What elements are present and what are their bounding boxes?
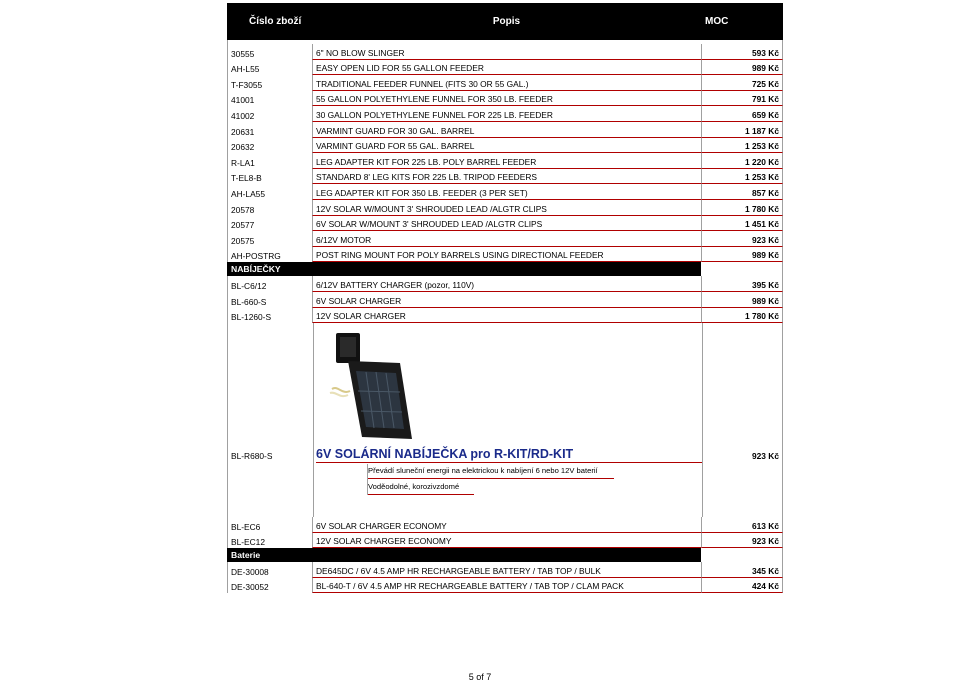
table-row (227, 44, 783, 60)
featured-product (227, 323, 783, 499)
row-price: 1 187 Kč (701, 122, 783, 138)
row-price: 345 Kč (701, 562, 783, 578)
row-desc: EASY OPEN LID FOR 55 GALLON FEEDER (312, 60, 701, 76)
table-row (227, 184, 783, 200)
row-price: 923 Kč (701, 533, 783, 549)
row-desc: 6" NO BLOW SLINGER (312, 44, 701, 60)
section-chargers-label: NABÍJEČKY (227, 262, 701, 276)
table-row (227, 578, 783, 594)
row-code: T-EL8-B (227, 169, 312, 185)
rows-top (227, 44, 783, 262)
row-price: 725 Kč (701, 75, 783, 91)
row-code: 30555 (227, 44, 312, 60)
table-row (227, 122, 783, 138)
row-price: 1 780 Kč (701, 200, 783, 216)
row-desc: LEG ADAPTER KIT FOR 225 LB. POLY BARREL FEEDER (312, 153, 701, 169)
row-desc: 12V SOLAR CHARGER ECONOMY (312, 533, 701, 549)
row-code: R-LA1 (227, 153, 312, 169)
row-code: 20578 (227, 200, 312, 216)
section-chargers (227, 262, 783, 276)
header-description: Popis (492, 16, 521, 27)
row-price: 989 Kč (701, 60, 783, 76)
featured-spacer (227, 499, 783, 517)
table-row (227, 517, 783, 533)
row-desc: STANDARD 8' LEG KITS FOR 225 LB. TRIPOD FEEDERS (312, 169, 701, 185)
row-price: 1 253 Kč (701, 169, 783, 185)
row-desc: VARMINT GUARD FOR 55 GAL. BARREL (312, 138, 701, 154)
page-number: 5 of 7 (468, 672, 492, 682)
rows-batteries (227, 562, 783, 593)
row-desc: BL-640-T / 6V 4.5 AMP HR RECHARGEABLE BATTERY / TAB TOP / CLAM PACK (312, 578, 701, 594)
row-desc: 6/12V BATTERY CHARGER (pozor, 110V) (312, 276, 701, 292)
row-desc: 30 GALLON POLYETHYLENE FUNNEL FOR 225 LB. FEEDER (312, 106, 701, 122)
row-desc: 6V SOLAR CHARGER ECONOMY (312, 517, 701, 533)
table-row (227, 292, 783, 308)
row-price: 395 Kč (701, 276, 783, 292)
row-desc: TRADITIONAL FEEDER FUNNEL (FITS 30 OR 55 GAL.) (312, 75, 701, 91)
row-code: BL-1260-S (227, 308, 312, 324)
featured-note-1: Převádí sluneční energii na elektrickou k nabíjení 6 nebo 12V baterií (368, 466, 598, 476)
table-row (227, 247, 783, 263)
table-row (227, 106, 783, 122)
section-batteries-label: Baterie (227, 548, 701, 562)
row-desc: DE645DC / 6V 4.5 AMP HR RECHARGEABLE BATTERY / TAB TOP / BULK (312, 562, 701, 578)
row-code: 20577 (227, 216, 312, 232)
row-price: 613 Kč (701, 517, 783, 533)
row-price: 857 Kč (701, 184, 783, 200)
header-code: Číslo zboží (249, 16, 302, 27)
row-desc: POST RING MOUNT FOR POLY BARRELS USING DIRECTIONAL FEEDER (312, 247, 701, 263)
row-code: 20632 (227, 138, 312, 154)
row-desc: LEG ADAPTER KIT FOR 350 LB. FEEDER (3 PER SET) (312, 184, 701, 200)
section-batteries (227, 548, 783, 562)
row-desc: 55 GALLON POLYETHYLENE FUNNEL FOR 350 LB. FEEDER (312, 91, 701, 107)
table-header (227, 3, 783, 40)
row-desc: 12V SOLAR CHARGER (312, 308, 701, 324)
row-code: AH-POSTRG (227, 247, 312, 263)
row-price: 923 Kč (701, 231, 783, 247)
row-desc: VARMINT GUARD FOR 30 GAL. BARREL (312, 122, 701, 138)
table-row (227, 75, 783, 91)
table-row (227, 138, 783, 154)
row-code: 20575 (227, 231, 312, 247)
row-desc: 6V SOLAR W/MOUNT 3' SHROUDED LEAD /ALGTR CLIPS (312, 216, 701, 232)
row-price: 1 253 Kč (701, 138, 783, 154)
row-code: 41001 (227, 91, 312, 107)
row-price: 424 Kč (701, 578, 783, 594)
table-row (227, 200, 783, 216)
featured-code: BL-R680-S (231, 451, 273, 462)
table-row (227, 231, 783, 247)
row-price: 593 Kč (701, 44, 783, 60)
row-price: 1 451 Kč (701, 216, 783, 232)
table-row (227, 169, 783, 185)
featured-title: 6V SOLÁRNÍ NABÍJEČKA pro R-KIT/RD-KIT (316, 447, 574, 462)
row-price: 791 Kč (701, 91, 783, 107)
price-list-sheet (227, 0, 783, 593)
table-row (227, 60, 783, 76)
row-price: 989 Kč (701, 292, 783, 308)
row-desc: 6/12V MOTOR (312, 231, 701, 247)
header-price: MOC (705, 16, 729, 27)
table-row (227, 153, 783, 169)
row-price: 1 220 Kč (701, 153, 783, 169)
row-code: DE-30008 (227, 562, 312, 578)
row-code: 20631 (227, 122, 312, 138)
table-row (227, 562, 783, 578)
row-price: 659 Kč (701, 106, 783, 122)
table-row (227, 216, 783, 232)
featured-note-2: Voděodolné, korozivzdomé (368, 482, 460, 492)
row-code: T-F3055 (227, 75, 312, 91)
row-desc: 12V SOLAR W/MOUNT 3' SHROUDED LEAD /ALGTR CLIPS (312, 200, 701, 216)
table-row (227, 308, 783, 324)
featured-price: 923 Kč (751, 451, 779, 462)
row-code: BL-C6/12 (227, 276, 312, 292)
rows-chargers (227, 276, 783, 323)
row-code: 41002 (227, 106, 312, 122)
table-row (227, 276, 783, 292)
row-price: 1 780 Kč (701, 308, 783, 324)
row-code: BL-660-S (227, 292, 312, 308)
table-row (227, 533, 783, 549)
rows-economy (227, 517, 783, 548)
row-price: 989 Kč (701, 247, 783, 263)
row-code: BL-EC6 (227, 517, 312, 533)
row-desc: 6V SOLAR CHARGER (312, 292, 701, 308)
row-code: AH-LA55 (227, 184, 312, 200)
row-code: AH-L55 (227, 60, 312, 76)
solar-charger-image (328, 331, 418, 443)
table-row (227, 91, 783, 107)
row-code: BL-EC12 (227, 533, 312, 549)
row-code: DE-30052 (227, 578, 312, 594)
